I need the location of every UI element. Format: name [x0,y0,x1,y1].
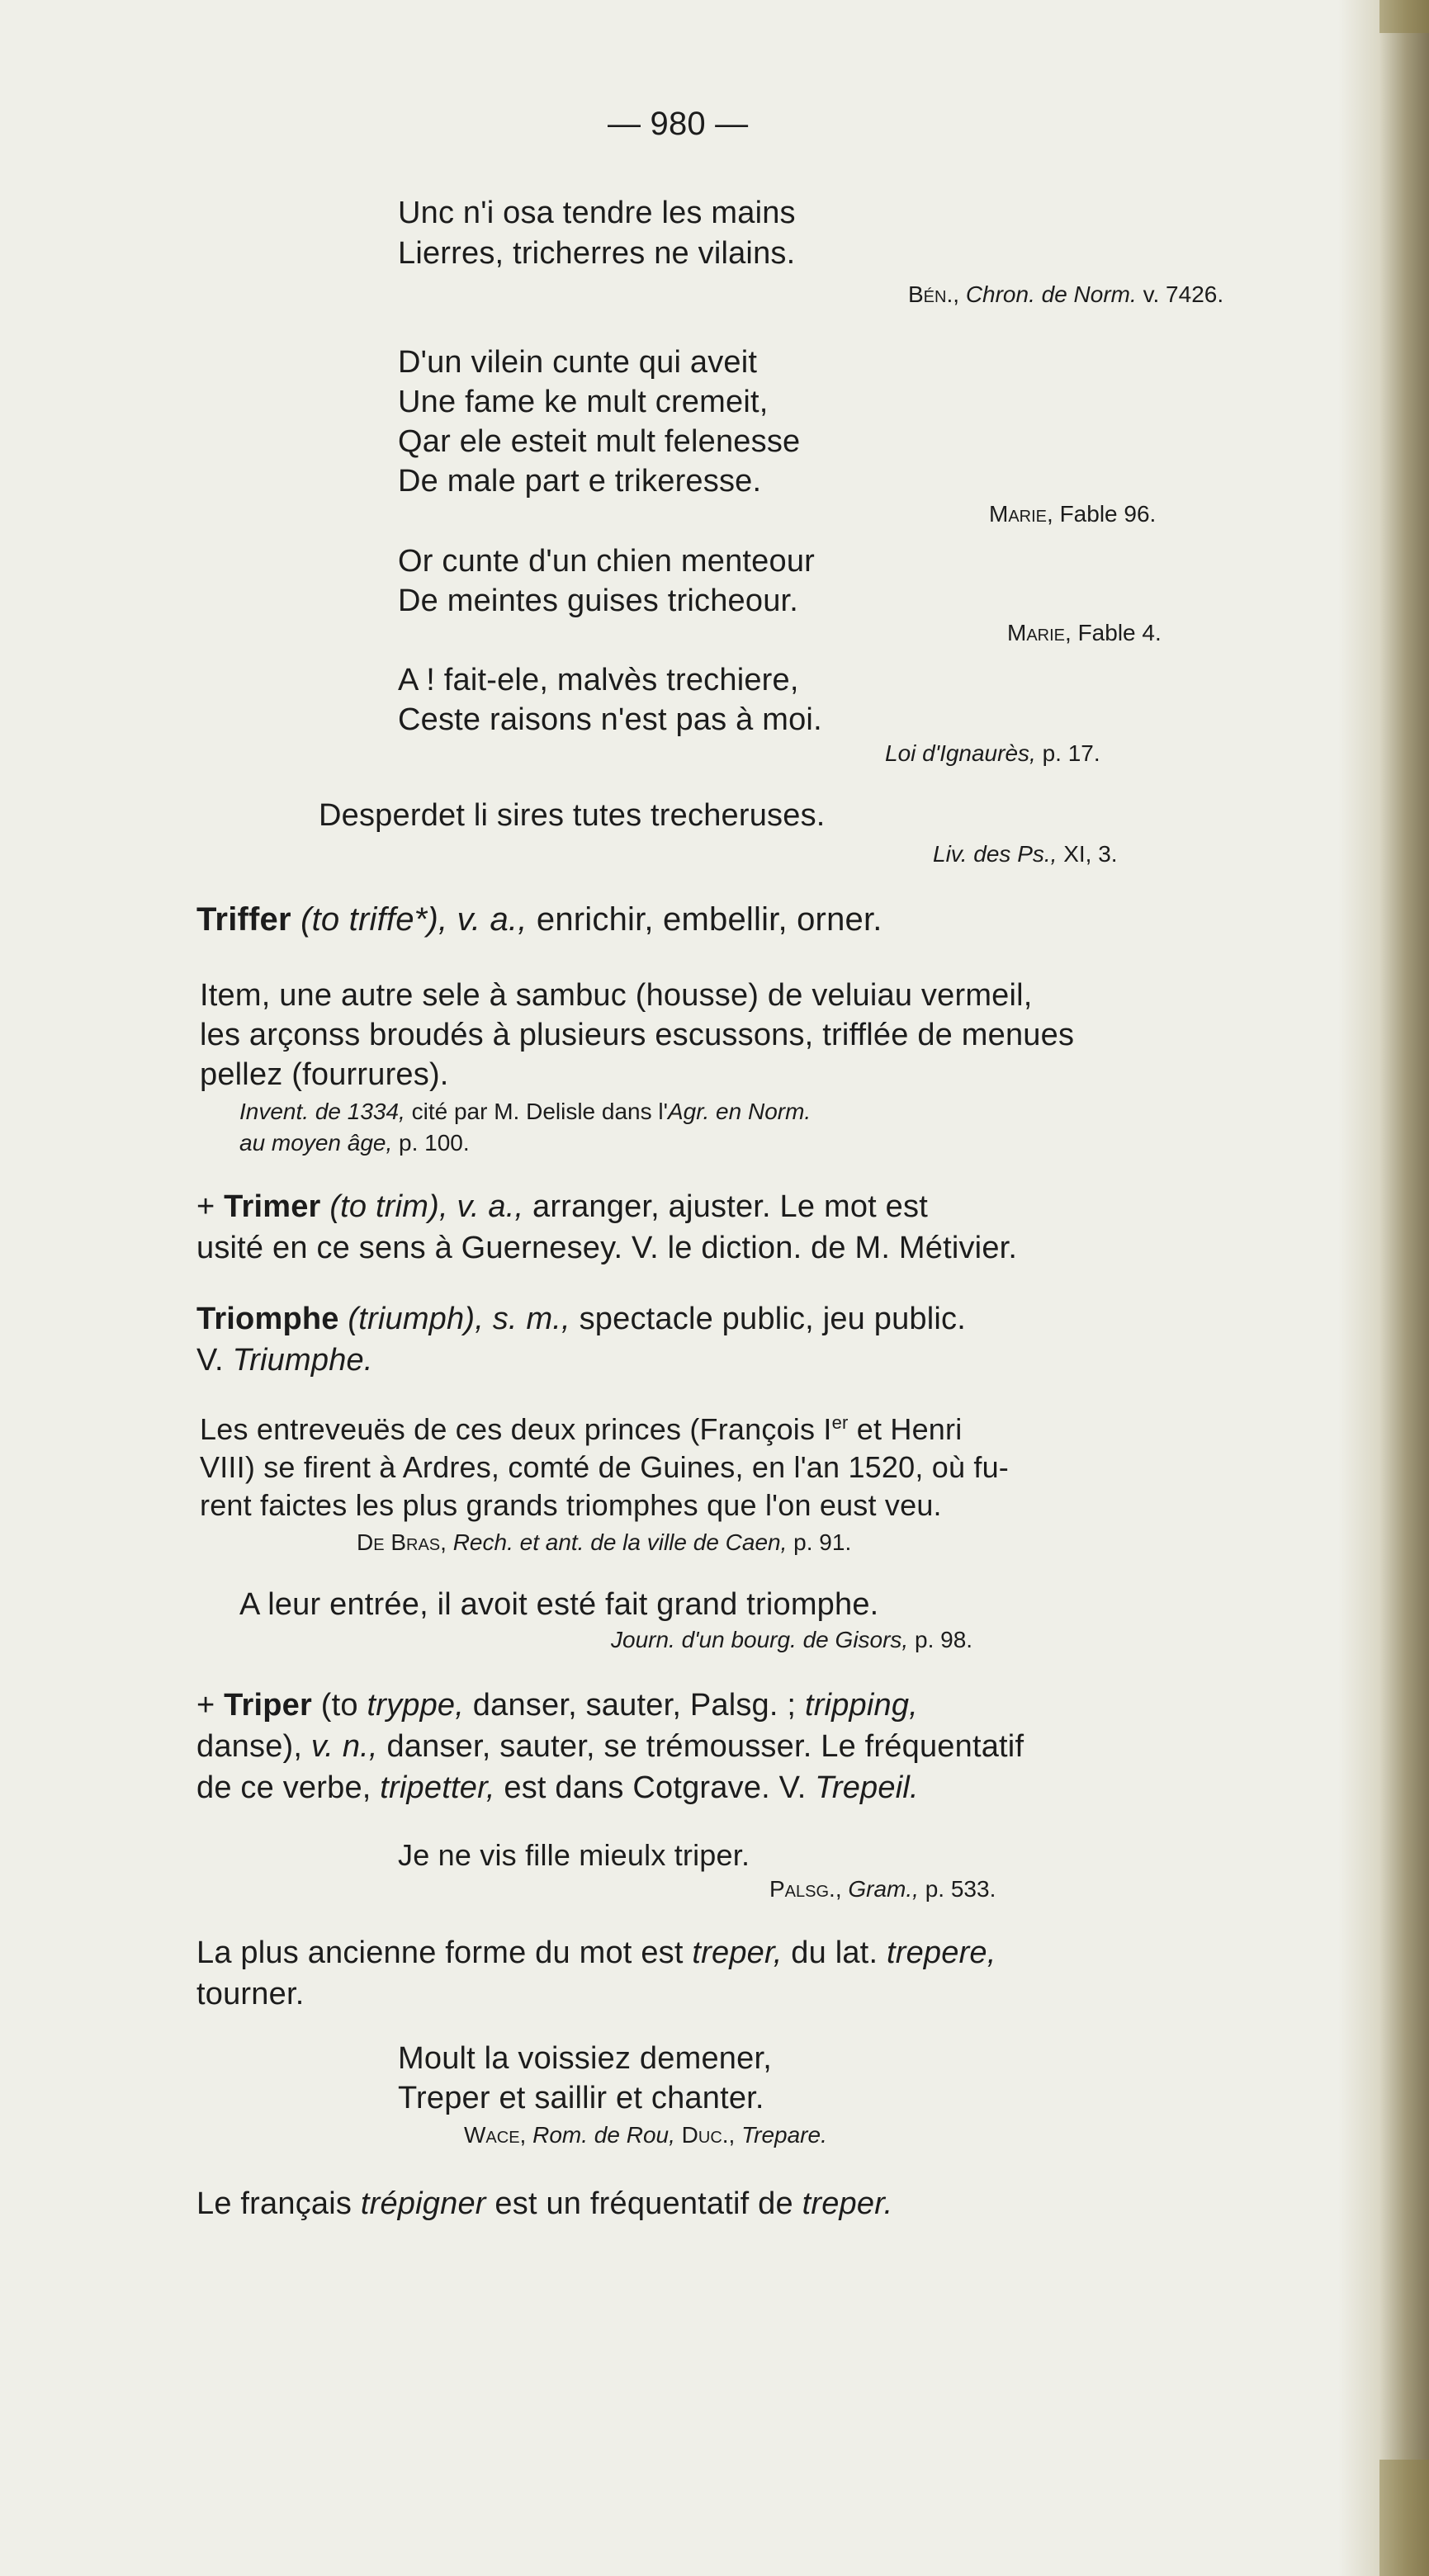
citation [769,1875,996,1903]
definition: enrichir, embellir, orner. [536,901,882,938]
definition-text: de ce verbe, [196,1770,371,1805]
entry-triper [196,1687,918,1723]
cited-word: Trepeil. [815,1770,919,1805]
etymology: (to trim), [329,1189,448,1224]
citation-loc: p. 17. [1042,740,1100,766]
quote-line: De male part e trikeresse. [398,464,762,499]
citation-author: De Bras, [357,1529,447,1555]
grammar: v. a., [457,901,528,938]
cited-word: treper, [692,1936,783,1970]
quote-line: VIII) se firent à Ardres, comté de Guines, en l'an 1520, où fu- [200,1450,1009,1484]
headword: Triffer [196,901,291,938]
citation-work: Gram., [848,1876,919,1902]
note-text: est un fréquentatif de [494,2186,793,2221]
page-edge-shadow [1338,0,1429,2576]
definition: spectacle public, jeu public. [579,1302,966,1336]
see-also [196,1342,373,1378]
quote-line: Item, une autre sele à sambuc (housse) de veluiau vermeil, [200,978,1033,1013]
citation-author: Marie, [989,501,1053,527]
citation-work: Agr. en Norm. [667,1099,812,1124]
see-word: Triumphe. [232,1343,373,1378]
citation-loc: p. 98. [915,1627,973,1652]
citation-loc: p. 100. [399,1130,470,1156]
citation-loc: p. 91. [793,1529,852,1555]
quote-line: Une fame ke mult cremeit, [398,385,769,419]
quote-line: A leur entrée, il avoit esté fait grand triomphe. [239,1587,879,1622]
cited-word: trepere, [886,1936,996,1970]
definition-text: danse), [196,1729,303,1764]
citation-author: Duc., [681,2122,736,2148]
note [196,1935,996,1971]
citation [933,840,1118,868]
citation-work: Journ. d'un bourg. de Gisors, [611,1627,909,1652]
definition: arranger, ajuster. Le mot est [532,1189,928,1224]
citation [464,2121,827,2149]
page-edge-stain [1379,0,1429,33]
quote-line: Qar ele esteit mult felenesse [398,424,801,459]
note-text: Le français [196,2186,353,2221]
definition [196,1770,919,1806]
cross-marker-icon: + [196,1189,215,1224]
citation-author: Marie, [1007,620,1072,645]
etymology-word: tryppe, [367,1688,465,1723]
etymology: danser, sauter, Palsg. ; [472,1688,797,1723]
quote-line: Treper et saillir et chanter. [398,2081,764,2115]
citation [239,1129,470,1157]
cross-marker-icon: + [196,1688,215,1723]
headword: Trimer [224,1189,321,1224]
citation-work: Invent. de 1334, [239,1099,405,1124]
quote-line: Ceste raisons n'est pas à moi. [398,702,822,737]
quote-text: et Henri [848,1412,963,1446]
quote-line: De meintes guises tricheour. [398,584,799,618]
quote-line [200,1411,962,1448]
citation-work: Liv. des Ps., [933,841,1058,867]
entry-triffer [196,901,882,938]
quote-line: A ! fait-ele, malvès trechiere, [398,663,799,697]
etymology: (to [320,1688,358,1723]
grammar: s. m., [492,1302,570,1336]
citation-loc: p. 533. [925,1876,996,1902]
citation-loc: Fable 96. [1059,501,1157,527]
quote-line: pellez (fourrures). [200,1057,449,1092]
citation-author: Palsg., [769,1876,842,1902]
cited-word: trépigner [360,2186,486,2221]
quote-line: les arçonss broudés à plusieurs escussons, trifflée de menues [200,1018,1075,1052]
headword: Triper [224,1688,312,1723]
note-text: du lat. [791,1936,878,1970]
quote-line: Desperdet li sires tutes trecheruses. [319,798,826,833]
cited-word: treper. [802,2186,893,2221]
grammar: v. a., [457,1189,524,1224]
citation: Bén., Chron. de Norm. v. 7426. [908,281,1224,307]
quote-line: rent faictes les plus grands triomphes que l'on eust veu. [200,1488,942,1522]
quote-line: Lierres, tricherres ne vilains. [398,236,796,271]
quote-text: Les entreveuës de ces deux princes (François I [200,1412,832,1446]
quote-line: Je ne vis fille mieulx triper. [398,1838,750,1872]
citation-work: au moyen âge, [239,1130,393,1156]
definition: usité en ce sens à Guernesey. V. le diction. de M. Métivier. [196,1231,1018,1265]
citation [611,1626,972,1654]
final-note [196,2186,892,2222]
page-number: — 980 — [608,106,749,142]
quote-line: Or cunte d'un chien menteour [398,544,816,579]
citation [357,1529,851,1557]
citation [989,500,1156,528]
citation [239,1098,811,1126]
etymology: (triumph), [348,1302,484,1336]
quote-line: Moult la voissiez demener, [398,2041,772,2076]
citation [885,740,1100,768]
note-text: La plus ancienne forme du mot est [196,1936,684,1970]
citation-loc: Fable 4. [1077,620,1162,645]
citation-work: Loi d'Ignaurès, [885,740,1036,766]
citation-author: Bén. [908,281,953,307]
page-edge-stain [1379,2460,1429,2576]
definition [196,1728,1024,1765]
superscript: er [831,1412,849,1433]
definition-text: est dans Cotgrave. V. [504,1770,807,1805]
citation [1007,619,1162,647]
citation-author: Wace, [464,2122,527,2148]
headword: Triomphe [196,1302,339,1336]
citation-loc: v. 7426. [1143,281,1224,307]
citation-loc: XI, 3. [1063,841,1118,867]
citation-text: cité par M. Delisle dans l' [411,1099,668,1124]
entry-triomphe [196,1301,966,1337]
definition-text: danser, sauter, se trémousser. Le fréquentatif [386,1729,1024,1764]
citation-work: Rech. et ant. de la ville de Caen, [452,1529,788,1555]
etymology: (to triffe*), [300,901,448,938]
citation-work: Trepare. [741,2122,827,2148]
see-label: V. [196,1343,224,1378]
etymology-word: tripping, [804,1688,918,1723]
quote-line: Unc n'i osa tendre les mains [398,196,796,230]
grammar: v. n., [310,1729,378,1764]
cited-word: tripetter, [380,1770,495,1805]
entry-trimer [196,1189,928,1225]
citation-work: Rom. de Rou, [532,2122,675,2148]
note-text: tourner. [196,1977,305,2011]
citation-work: Chron. de Norm. [965,281,1137,307]
quote-line: D'un vilein cunte qui aveit [398,345,758,380]
